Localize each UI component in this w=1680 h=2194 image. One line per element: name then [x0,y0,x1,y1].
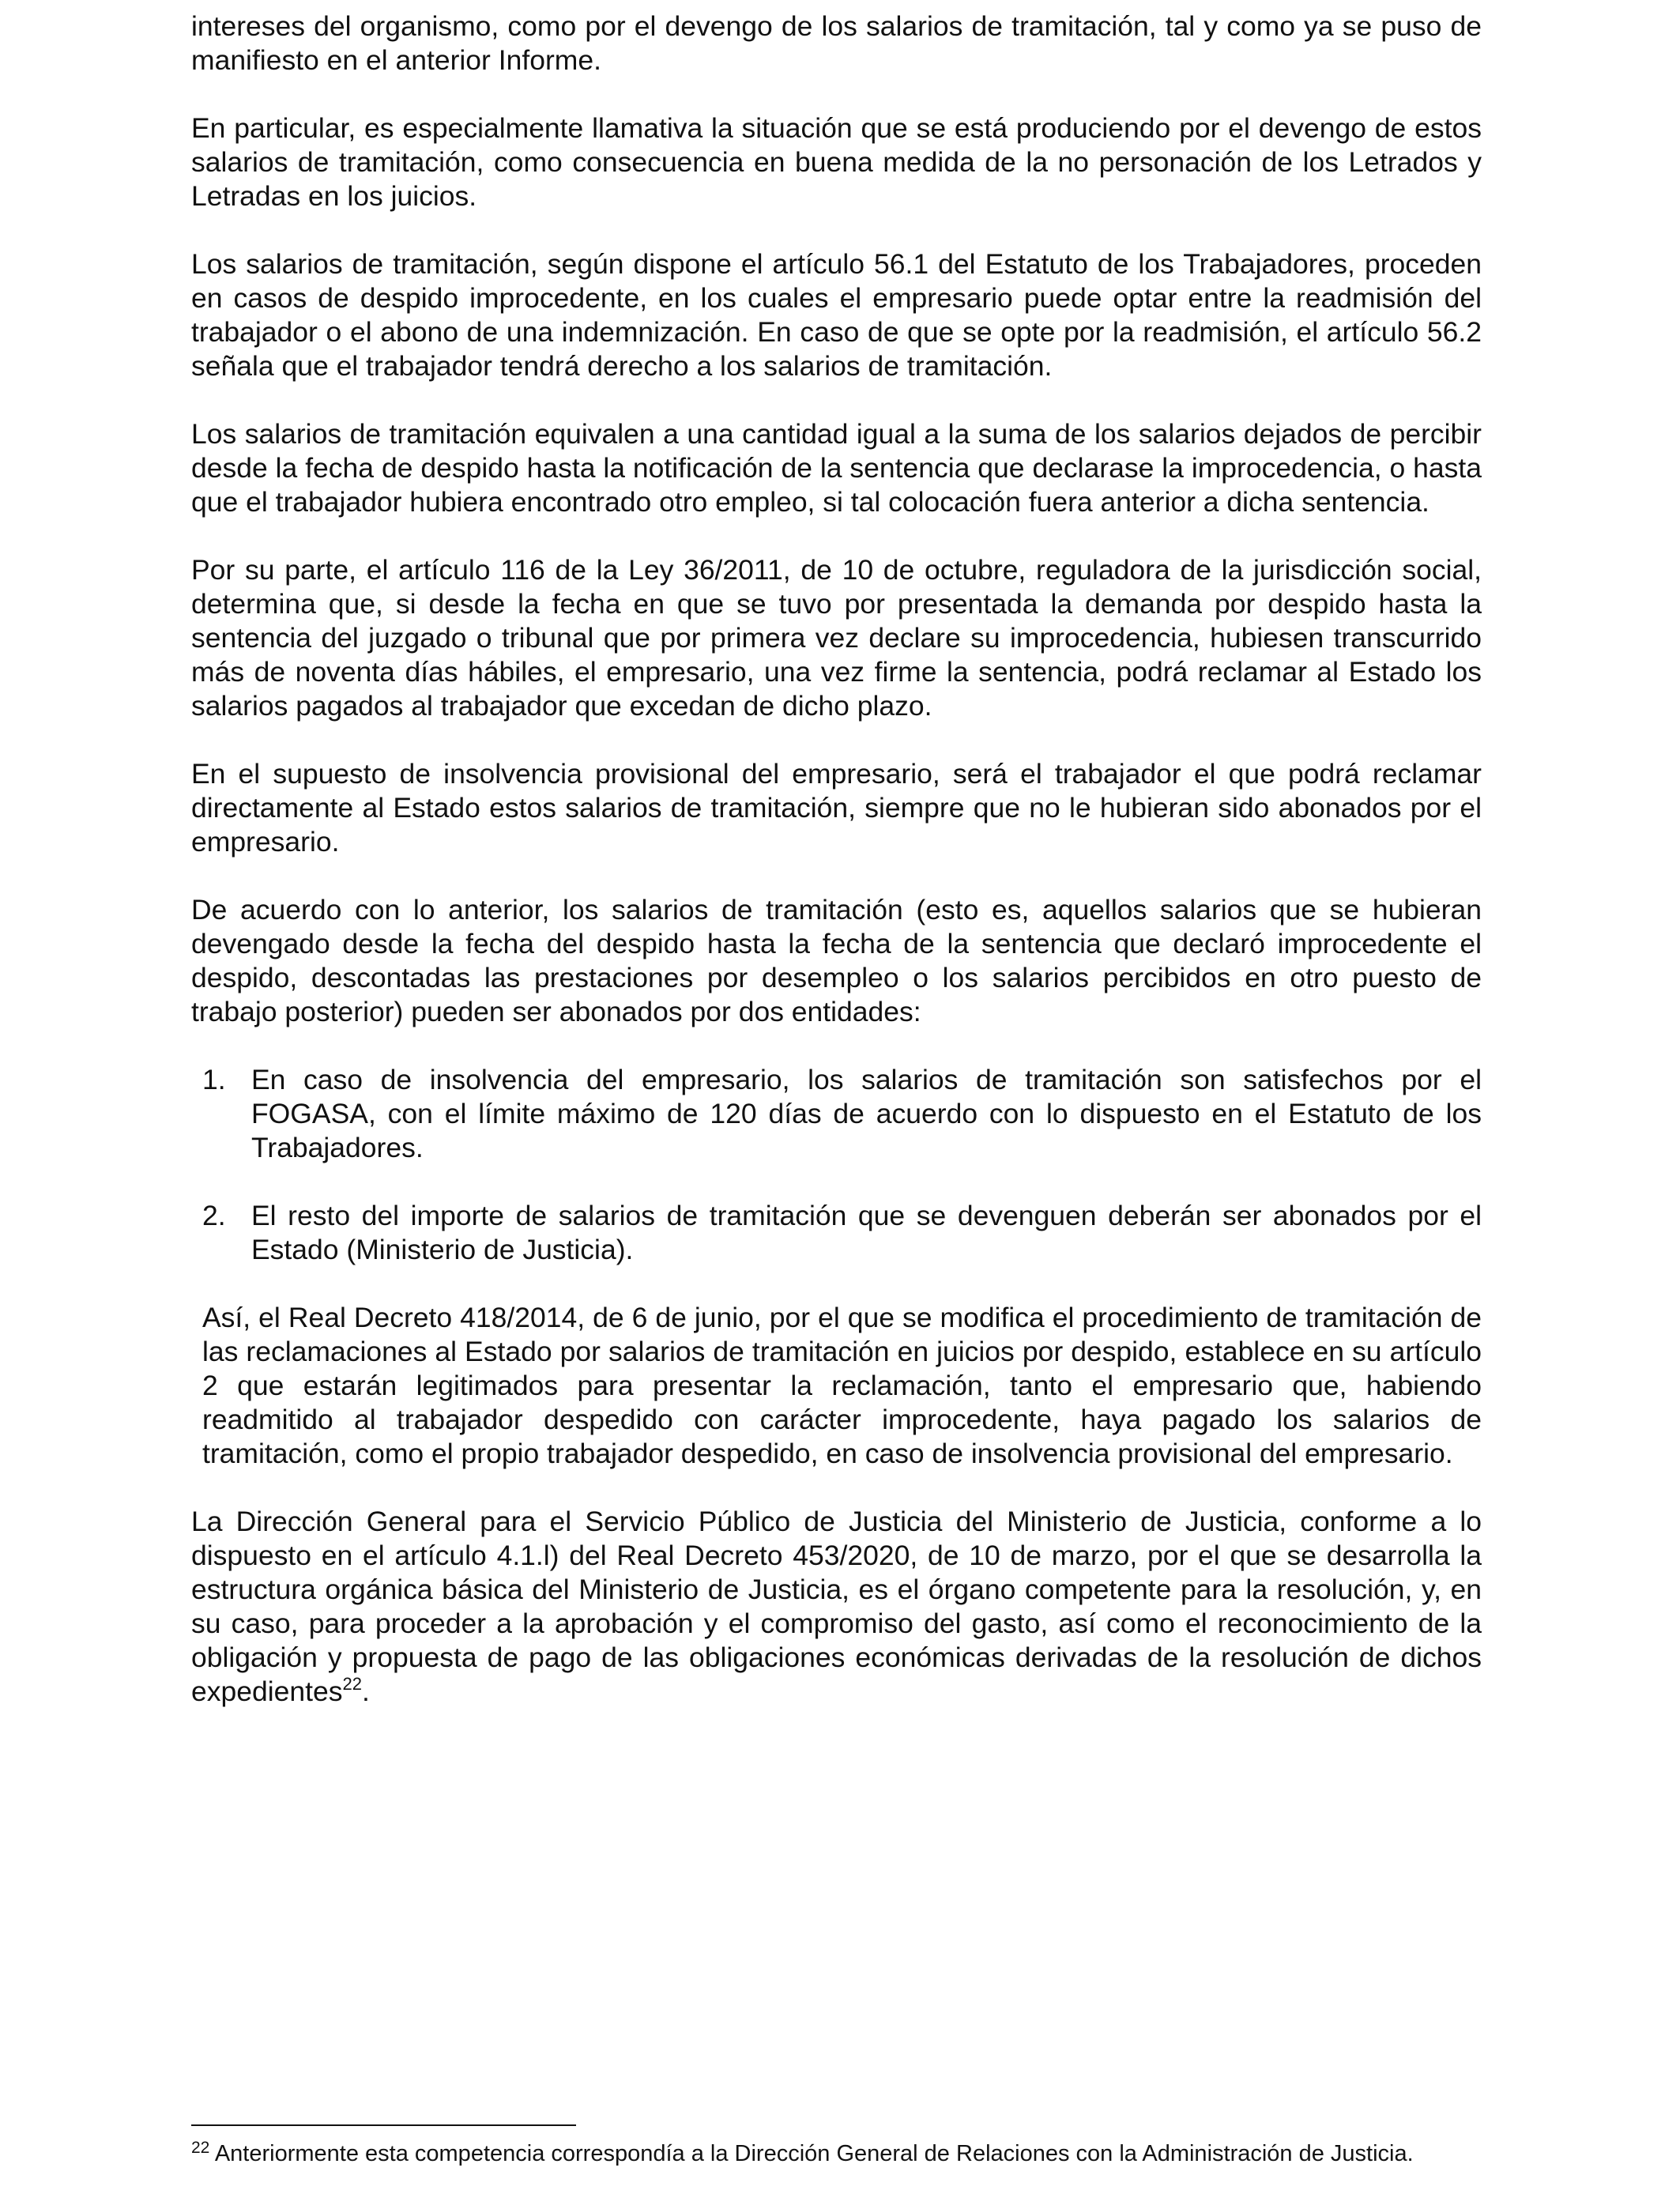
final-paragraph [191,1505,1482,1709]
footnote-separator [191,2124,576,2126]
paragraph-2: En particular, es especialmente llamativa la situación que se está produciendo por el devengo de estos salarios de tramitación, como consecuencia en buena medida de la no personación de los Letrados y Letradas en los juicios. [191,112,1482,212]
final-paragraph-text: La Dirección General para el Servicio Público de Justicia del Ministerio de Justicia, conforme a lo dispuesto en el artículo 4.1.l) del Real Decreto 453/2020, de 10 de marzo, por el que se desarrolla la estructura orgánica básica del Ministerio de Justicia, es el órgano competente para la resolución, y, en su caso, para proceder a la aprobación y el compromiso del gasto, así como el reconocimiento de la obligación y propuesta de pago de las obligaciones económicas derivadas de la resolución de dichos expedientes [191,1506,1482,1707]
document-body [191,9,1482,1743]
footnote-reference[interactable]: 22 [342,1674,362,1694]
paragraph-3: Los salarios de tramitación, según dispone el artículo 56.1 del Estatuto de los Trabajadores, proceden en casos de despido improcedente, en los cuales el empresario puede optar entre la readmisión del trabajador o el abono de una indemnización. En caso de que se opte por la readmisión, el artículo 56.2 señala que el trabajador tendrá derecho a los salarios de tramitación. [191,248,1482,382]
paragraph-7: De acuerdo con lo anterior, los salarios de tramitación (esto es, aquellos salarios que se hubieran devengado desde la fecha del despido hasta la fecha de la sentencia que declaró improcedente el despido, descontadas las prestaciones por desempleo o los salarios percibidos en otro puesto de trabajo posterior) pueden ser abonados por dos entidades: [191,894,1482,1027]
numbered-list [191,1063,1482,1267]
paragraph-6: En el supuesto de insolvencia provisional del empresario, será el trabajador el que podrá reclamar directamente al Estado estos salarios de tramitación, siempre que no le hubieran sido abonados por el empresario. [191,758,1482,858]
paragraph-5: Por su parte, el artículo 116 de la Ley 36/2011, de 10 de octubre, reguladora de la jurisdicción social, determina que, si desde la fecha en que se tuvo por presentada la demanda por despido hasta la sentencia del juzgado o tribunal que por primera vez declare su improcedencia, hubiesen transcurrido más de noventa días hábiles, el empresario, una vez firme la sentencia, podrá reclamar al Estado los salarios pagados al trabajador que excedan de dicho plazo. [191,554,1482,722]
paragraph-4: Los salarios de tramitación equivalen a una cantidad igual a la suma de los salarios dejados de percibir desde la fecha de despido hasta la notificación de la sentencia que declarase la improcedencia, o hasta que el trabajador hubiera encontrado otro empleo, si tal colocación fuera anterior a dicha sentencia. [191,418,1482,518]
footnote-marker: 22 [191,2139,210,2157]
footnote [191,2139,1482,2168]
list-item [191,1199,1482,1267]
final-paragraph-end: . [361,1676,370,1707]
list-item-text: En caso de insolvencia del empresario, los salarios de tramitación son satisfechos por el FOGASA, con el límite máximo de 120 días de acuerdo con lo dispuesto en el Estatuto de los Trabajadores. [251,1064,1482,1163]
paragraph-1: intereses del organismo, como por el devengo de los salarios de tramitación, tal y como ya se puso de manifiesto en el anterior Informe. [191,10,1482,76]
footnote-text: Anteriormente esta competencia correspondía a la Dirección General de Relaciones con la Administración de Justicia. [214,2141,1414,2166]
list-item-text: El resto del importe de salarios de tramitación que se devenguen deberán ser abonados por el Estado (Ministerio de Justicia). [251,1200,1482,1265]
list-item-number: 1. [202,1064,226,1095]
indented-paragraph: Así, el Real Decreto 418/2014, de 6 de junio, por el que se modifica el procedimiento de tramitación de las reclamaciones al Estado por salarios de tramitación en juicios por despido, establece en su artículo 2 que estarán legitimados para presentar la reclamación, tanto el empresario que, habiendo readmitido al trabajador despedido con carácter improcedente, haya pagado los salarios de tramitación, como el propio trabajador despedido, en caso de insolvencia provisional del empresario. [202,1302,1482,1469]
list-item [191,1063,1482,1165]
list-item-number: 2. [202,1200,226,1231]
